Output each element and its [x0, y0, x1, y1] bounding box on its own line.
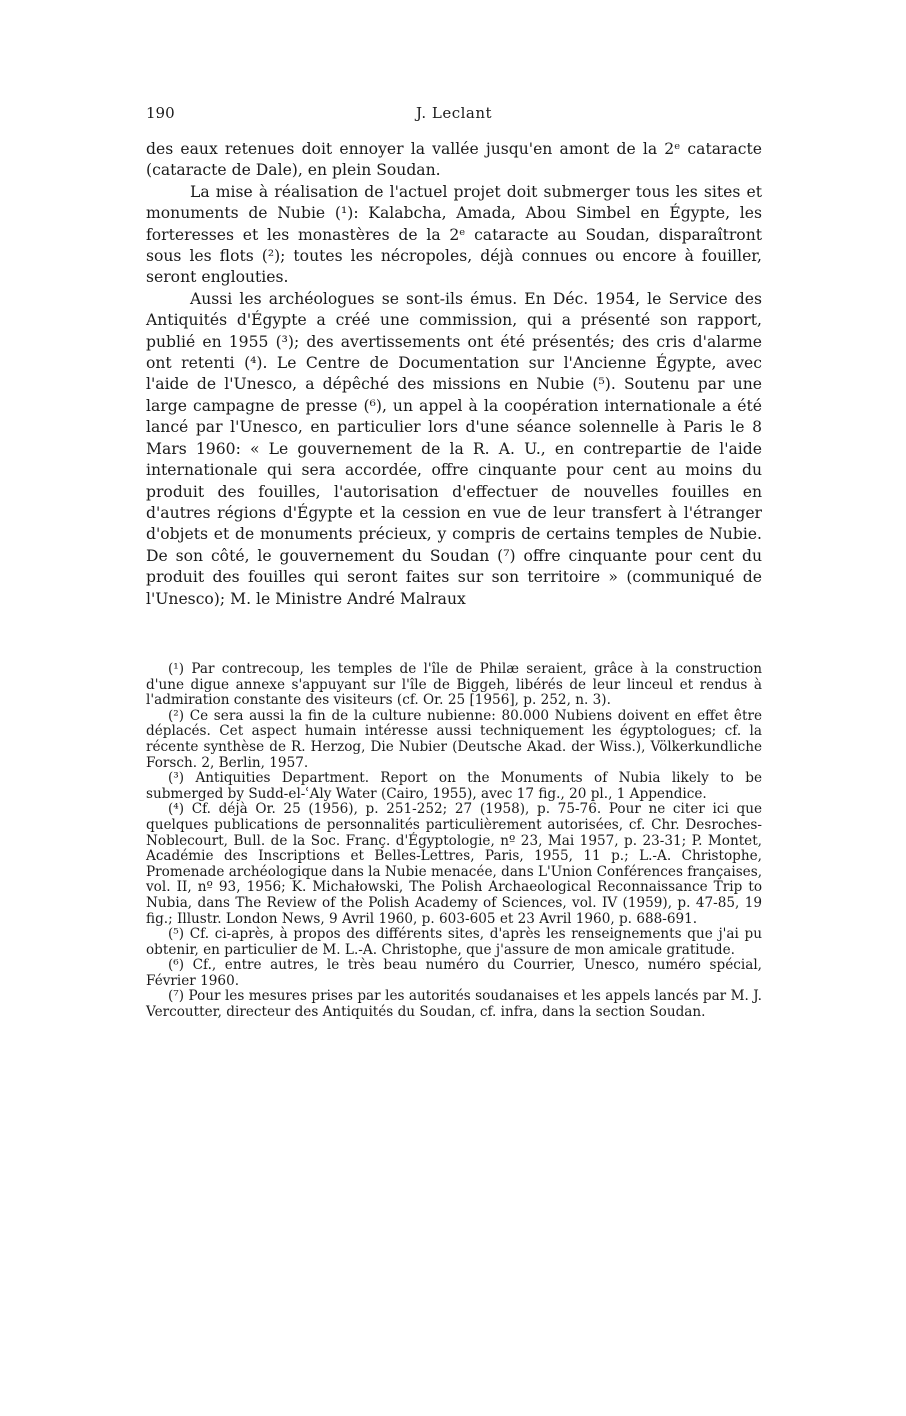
footnote: (⁴) Cf. déjà Or. 25 (1956), p. 251-252; 27 (1958), p. 75-76. Pour ne citer ici que quelques publications de personnalités particulièrement autorisées, cf. Chr. Desroches-Noblecourt, Bull. de la Soc. Franç. d'Égyptologie, nº 23, Mai 1957, p. 23-31; P. Montet, Académie des Inscriptions et Belles-Lettres, Paris, 1955, 11 p.; L.-A. Christophe, Promenade archéologique dans la Nubie menacée, dans L'Union Conférences françaises, vol. II, nº 93, 1956; K. Michałowski, The Polish Archaeological Reconnaissance Trip to Nubia, dans The Review of the Polish Academy of Sciences, vol. IV (1959), p. 47-85, 19 fig.; Illustr. London News, 9 Avril 1960, p. 603-605 et 23 Avril 1960, p. 688-691.: [146, 801, 763, 927]
paragraph: des eaux retenues doit ennoyer la vallée jusqu'en amont de la 2ᵉ cataracte (cataracte de Dale), en plein Soudan.: [146, 140, 762, 180]
footnote: (⁷) Pour les mesures prises par les autorités soudanaises et les appels lancés par M. J. Vercoutter, directeur des Antiquités du Soudan, cf. infra, dans la section Soudan.: [146, 988, 762, 1021]
footnotes: [146, 662, 762, 1021]
page-number: 190: [146, 104, 175, 122]
paragraph: Aussi les archéologues se sont-ils émus. En Déc. 1954, le Service des Antiquités d'Égypte a créé une commission, qui a présenté son rapport, publié en 1955 (³); des avertissements ont été présentés; des cris d'alarme ont retenti (⁴). Le Centre de Documentation sur l'Ancienne Égypte, avec l'aide de l'Unesco, a dépêché des missions en Nubie (⁵). Soutenu par une large campagne de presse (⁶), un appel à la coopération internationale a été lancé par l'Unesco, en particulier lors d'une séance solennelle à Paris le 8 Mars 1960: « Le gouvernement de la R. A. U., en contrepartie de l'aide internationale qui sera accordée, offre cinquante pour cent au moins du produit des fouilles, l'autorisation d'effectuer de nouvelles fouilles en d'autres régions d'Égypte et la cession en vue de leur transfert à l'étranger d'objets et de monuments précieux, y compris de certains temples de Nubie. De son côté, le gouvernement du Soudan (⁷) offre cinquante pour cent du produit des fouilles qui seront faites sur son territoire » (communiqué de l'Unesco); M. le Ministre André Malraux: [146, 289, 762, 608]
main-text: [146, 139, 762, 610]
paragraph: La mise à réalisation de l'actuel projet doit submerger tous les sites et monuments de Nubie (¹): Kalabcha, Amada, Abou Simbel en Égypte, les forteresses et les monastères de la 2ᵉ cataracte au Soudan, disparaîtront sous les flots (²); toutes les nécropoles, déjà connues ou encore à fouiller, seront englouties.: [146, 182, 762, 287]
footnote: (⁶) Cf., entre autres, le très beau numéro du Courrier, Unesco, numéro spécial, Février 1960.: [146, 957, 762, 989]
footnote: (²) Ce sera aussi la fin de la culture nubienne: 80.000 Nubiens doivent en effet être déplacés. Cet aspect humain intéresse aussi techniquement les égyptologues; cf. la récente synthèse de R. Herzog, Die Nubier (Deutsche Akad. der Wiss.), Völkerkundliche Forsch. 2, Berlin, 1957.: [146, 707, 762, 771]
footnote: (¹) Par contrecoup, les temples de l'île de Philæ seraient, grâce à la construction d'une digue annexe s'appuyant sur l'île de Biggeh, libérés de leur linceul et rendus à l'admiration constante des visiteurs (cf. Or. 25 [1956], p. 252, n. 3).: [146, 661, 762, 709]
footnote: (⁵) Cf. ci-après, à propos des différents sites, d'après les renseignements que j'ai pu obtenir, en particulier de M. L.-A. Christophe, que j'assure de mon amicale gratitude.: [146, 926, 762, 958]
footnote: (³) Antiquities Department. Report on the Monuments of Nubia likely to be submerged by Sudd-el-ʿAly Water (Cairo, 1955), avec 17 fig., 20 pl., 1 Appendice.: [146, 770, 762, 802]
page-header: [146, 104, 762, 128]
running-head: J. Leclant: [415, 104, 493, 122]
